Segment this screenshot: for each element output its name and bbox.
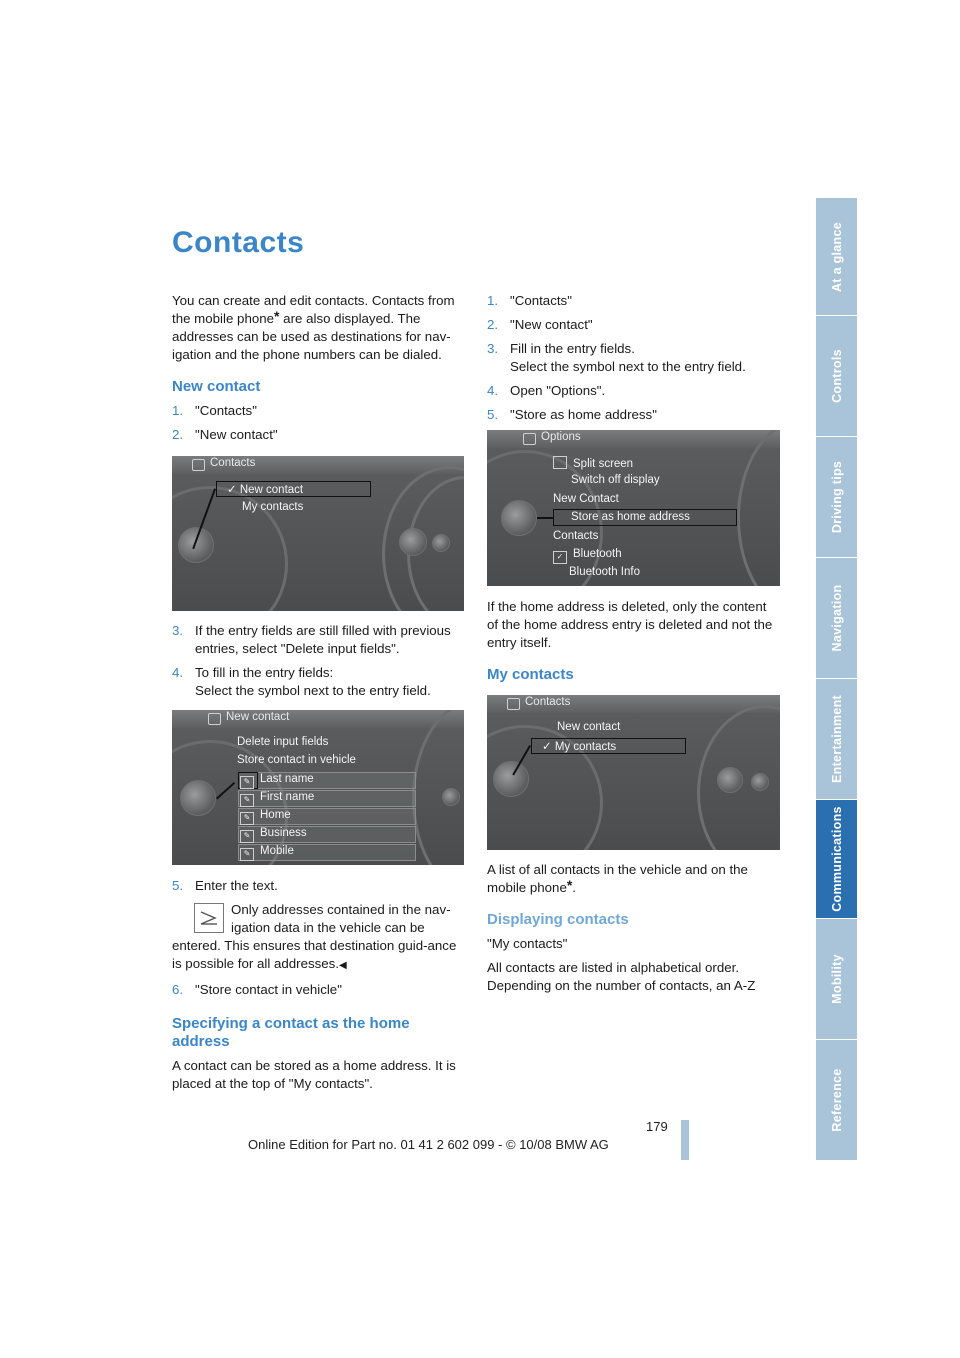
step-item: 4. To fill in the entry fields: Select the symbol next to the entry field.	[172, 665, 431, 698]
controller-knob-icon	[501, 500, 537, 536]
tab-navigation[interactable]: Navigation	[816, 558, 857, 679]
edit-field-icon: ✎	[240, 812, 254, 825]
home-address-heading: Specifying a contact as the home address	[172, 1015, 410, 1050]
edit-field-icon: ✎	[240, 830, 254, 843]
tab-at-a-glance[interactable]: At a glance	[816, 198, 857, 316]
tab-mobility[interactable]: Mobility	[816, 919, 857, 1040]
step-item: 2. "New contact"	[172, 427, 278, 442]
step-item: 1. "Contacts"	[172, 403, 257, 418]
contacts-icon	[192, 459, 205, 471]
checked-box-icon: ✓	[553, 551, 567, 564]
controller-knob-icon	[178, 527, 214, 563]
alphabetical-paragraph: All contacts are listed in alphabetical order. Depending on the number of contacts, an A-Z	[487, 960, 756, 993]
controller-knob-icon	[493, 761, 529, 797]
step-item: 1. "Contacts"	[487, 293, 572, 308]
page-title: Contacts	[172, 226, 305, 259]
tab-driving-tips[interactable]: Driving tips	[816, 437, 857, 558]
my-contacts-heading: My contacts	[487, 666, 574, 683]
edit-field-icon: ✎	[240, 794, 254, 807]
contact-list-paragraph: A list of all contacts in the vehicle and on the mobile phone*.	[487, 862, 748, 895]
page-marker	[681, 1120, 689, 1160]
tab-controls[interactable]: Controls	[816, 316, 857, 437]
left-column-top	[172, 292, 465, 450]
home-address-paragraph: A contact can be stored as a home address. It is placed at the top of "My contacts".	[172, 1058, 456, 1091]
footer-edition: Online Edition for Part no. 01 41 2 602 099 - © 10/08 BMW AG	[248, 1137, 609, 1152]
intro-paragraph: You can create and edit contacts. Contacts from the mobile phone* are also displayed. The addresses can be used as destinations for nav-igation and the phone numbers can be dialed.	[172, 293, 455, 362]
controller-knob-icon	[180, 780, 216, 816]
new-contact-screen-image: New contact Delete input fields Store contact in vehicle ✎ Last name ✎ First name ✎ Home ✎ Business ✎ Mobile	[172, 710, 464, 865]
my-contacts-menu-text: "My contacts"	[487, 936, 568, 951]
right-column-top	[487, 292, 780, 430]
left-column-bottom	[172, 877, 465, 1099]
displaying-contacts-heading: Displaying contacts	[487, 911, 629, 928]
deleted-home-paragraph: If the home address is deleted, only the content of the home address entry is deleted and not the entry itself.	[487, 599, 773, 650]
new-contact-heading: New contact	[172, 378, 261, 395]
my-contacts-screen-image: Contacts New contact ✓ My contacts	[487, 695, 780, 850]
step-item: 3. If the entry fields are still filled with previous entries, select "Delete input fields".	[172, 623, 451, 656]
contacts-icon	[507, 698, 520, 710]
step-item: 4. Open "Options".	[487, 383, 606, 398]
left-column-steps-3-4	[172, 622, 465, 706]
options-screen-image: Options Split screen Switch off display New Contact Store as home address Contacts ✓ Bluetooth Bluetooth Info	[487, 430, 780, 586]
contacts-icon	[208, 713, 221, 725]
right-column-bottom	[487, 861, 780, 1001]
note-icon	[194, 903, 224, 933]
contacts-screen-image: Contacts ✓ New contact My contacts	[172, 456, 464, 611]
edit-field-icon: ✎	[240, 848, 254, 861]
step-item: 2. "New contact"	[487, 317, 593, 332]
contacts-icon	[523, 433, 536, 445]
checkbox-icon	[553, 456, 567, 469]
step-item: 5. "Store as home address"	[487, 407, 657, 422]
step-item: 5. Enter the text.	[172, 878, 278, 893]
step-item: 3. Fill in the entry fields. Select the symbol next to the entry field.	[487, 341, 746, 374]
step-item: 6. "Store contact in vehicle"	[172, 982, 342, 997]
tab-entertainment[interactable]: Entertainment	[816, 679, 857, 800]
tab-communications[interactable]: Communications	[816, 800, 857, 919]
edit-field-icon: ✎	[240, 776, 254, 789]
tab-reference[interactable]: Reference	[816, 1040, 857, 1161]
note-block: Only addresses contained in the nav-igation data in the vehicle can be entered. This ensures that destination guid-ance is possible for all addresses.◀	[172, 902, 457, 971]
end-marker-icon: ◀	[339, 960, 347, 971]
right-column-middle	[487, 598, 780, 690]
page-number: 179	[646, 1119, 668, 1134]
